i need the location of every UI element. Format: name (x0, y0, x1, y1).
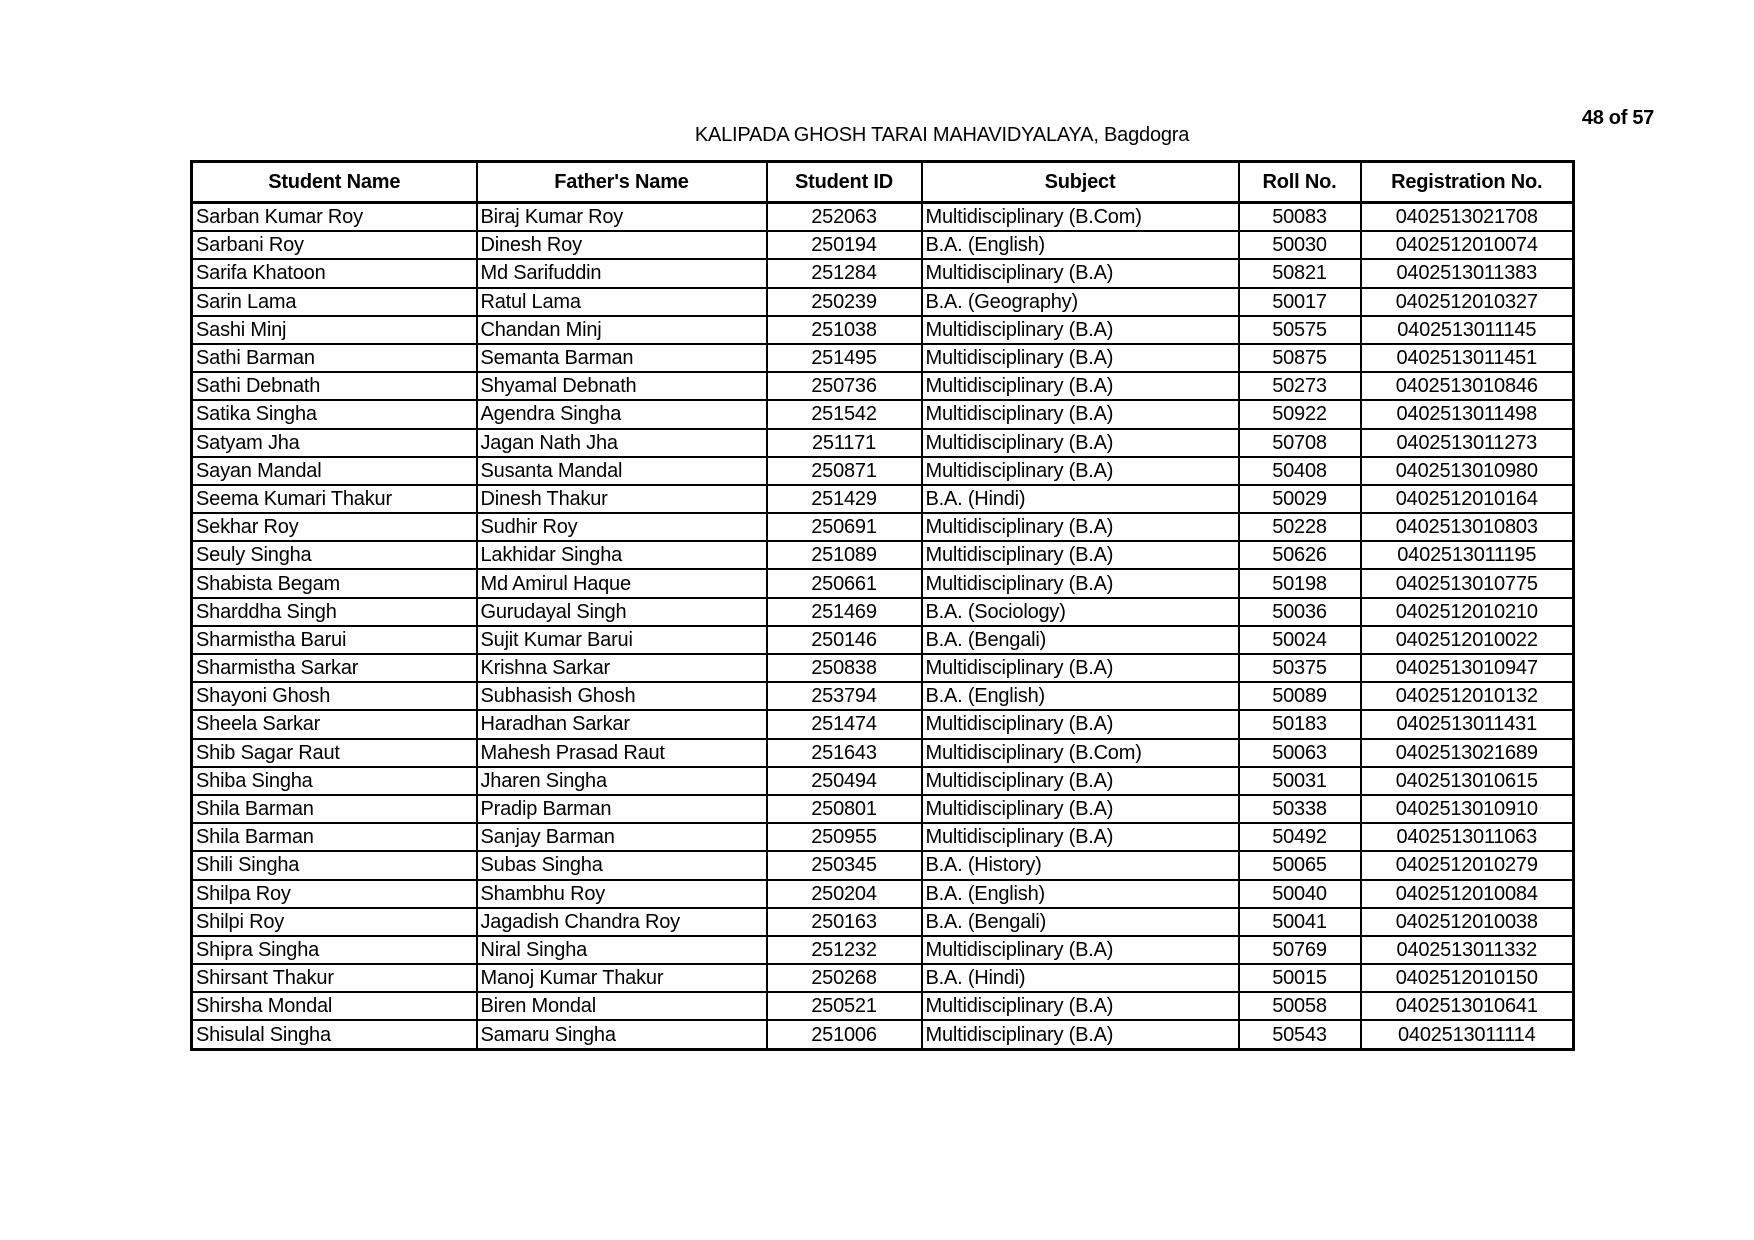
fathers-name-cell: Biren Mondal (477, 992, 767, 1020)
fathers-name-cell: Sanjay Barman (477, 823, 767, 851)
subject-cell: Multidisciplinary (B.A) (922, 795, 1239, 823)
roll-no-cell: 50198 (1239, 569, 1361, 597)
roll-no-cell: 50031 (1239, 767, 1361, 795)
fathers-name-cell: Krishna Sarkar (477, 654, 767, 682)
student-id-cell: 250146 (767, 626, 922, 654)
roll-no-cell: 50543 (1239, 1020, 1361, 1049)
roll-no-cell: 50029 (1239, 485, 1361, 513)
table-row (192, 682, 1574, 710)
table-row (192, 259, 1574, 287)
fathers-name-cell: Mahesh Prasad Raut (477, 739, 767, 767)
document-title: KALIPADA GHOSH TARAI MAHAVIDYALAYA, Bagdogra (694, 124, 1190, 146)
student-name-cell: Shirsha Mondal (192, 992, 477, 1020)
student-name-cell: Sashi Minj (192, 316, 477, 344)
fathers-name-cell: Agendra Singha (477, 400, 767, 428)
fathers-name-cell: Jharen Singha (477, 767, 767, 795)
subject-cell: Multidisciplinary (B.A) (922, 344, 1239, 372)
registration-no-cell: 0402513021708 (1361, 203, 1574, 232)
subject-cell: Multidisciplinary (B.A) (922, 654, 1239, 682)
student-name-cell: Shilpa Roy (192, 880, 477, 908)
roll-no-cell: 50708 (1239, 429, 1361, 457)
student-id-cell: 250163 (767, 908, 922, 936)
subject-cell: B.A. (Bengali) (922, 626, 1239, 654)
roll-no-cell: 50183 (1239, 710, 1361, 738)
fathers-name-cell: Chandan Minj (477, 316, 767, 344)
subject-cell: B.A. (History) (922, 851, 1239, 879)
student-id-cell: 250801 (767, 795, 922, 823)
student-name-cell: Shisulal Singha (192, 1020, 477, 1049)
student-name-cell: Sharmistha Sarkar (192, 654, 477, 682)
table-row (192, 400, 1574, 428)
subject-cell: B.A. (English) (922, 231, 1239, 259)
registration-no-cell: 0402513021689 (1361, 739, 1574, 767)
fathers-name-cell: Md Amirul Haque (477, 569, 767, 597)
roll-no-cell: 50015 (1239, 964, 1361, 992)
student-id-cell: 250204 (767, 880, 922, 908)
fathers-name-cell: Biraj Kumar Roy (477, 203, 767, 232)
registration-no-cell: 0402512010132 (1361, 682, 1574, 710)
student-id-cell: 250521 (767, 992, 922, 1020)
fathers-name-cell: Haradhan Sarkar (477, 710, 767, 738)
subject-cell: B.A. (Hindi) (922, 485, 1239, 513)
fathers-name-cell: Subas Singha (477, 851, 767, 879)
table-row (192, 908, 1574, 936)
registration-no-cell: 0402513010910 (1361, 795, 1574, 823)
subject-cell: B.A. (English) (922, 682, 1239, 710)
student-name-cell: Shiba Singha (192, 767, 477, 795)
student-id-cell: 250494 (767, 767, 922, 795)
registration-no-cell: 0402513010980 (1361, 457, 1574, 485)
fathers-name-cell: Md Sarifuddin (477, 259, 767, 287)
fathers-name-cell: Samaru Singha (477, 1020, 767, 1049)
header-roll-no: Roll No. (1239, 162, 1361, 203)
header-fathers-name: Father's Name (477, 162, 767, 203)
fathers-name-cell: Manoj Kumar Thakur (477, 964, 767, 992)
student-id-cell: 251006 (767, 1020, 922, 1049)
student-name-cell: Seema Kumari Thakur (192, 485, 477, 513)
fathers-name-cell: Gurudayal Singh (477, 598, 767, 626)
student-table (190, 160, 1575, 1051)
fathers-name-cell: Shyamal Debnath (477, 372, 767, 400)
roll-no-cell: 50575 (1239, 316, 1361, 344)
roll-no-cell: 50089 (1239, 682, 1361, 710)
table-row (192, 992, 1574, 1020)
roll-no-cell: 50041 (1239, 908, 1361, 936)
table-row (192, 739, 1574, 767)
student-id-cell: 251643 (767, 739, 922, 767)
student-id-cell: 251171 (767, 429, 922, 457)
subject-cell: Multidisciplinary (B.A) (922, 259, 1239, 287)
subject-cell: Multidisciplinary (B.A) (922, 1020, 1239, 1049)
registration-no-cell: 0402512010022 (1361, 626, 1574, 654)
header-student-name: Student Name (192, 162, 477, 203)
student-id-cell: 250871 (767, 457, 922, 485)
registration-no-cell: 0402513011063 (1361, 823, 1574, 851)
table-row (192, 598, 1574, 626)
student-id-cell: 251474 (767, 710, 922, 738)
registration-no-cell: 0402513011114 (1361, 1020, 1574, 1049)
table-row (192, 429, 1574, 457)
roll-no-cell: 50228 (1239, 513, 1361, 541)
roll-no-cell: 50492 (1239, 823, 1361, 851)
student-name-cell: Shilpi Roy (192, 908, 477, 936)
registration-no-cell: 0402513011498 (1361, 400, 1574, 428)
roll-no-cell: 50058 (1239, 992, 1361, 1020)
student-id-cell: 251495 (767, 344, 922, 372)
student-name-cell: Satika Singha (192, 400, 477, 428)
fathers-name-cell: Dinesh Roy (477, 231, 767, 259)
student-id-cell: 251469 (767, 598, 922, 626)
registration-no-cell: 0402513010775 (1361, 569, 1574, 597)
roll-no-cell: 50821 (1239, 259, 1361, 287)
table-row (192, 767, 1574, 795)
registration-no-cell: 0402512010279 (1361, 851, 1574, 879)
roll-no-cell: 50626 (1239, 541, 1361, 569)
fathers-name-cell: Dinesh Thakur (477, 485, 767, 513)
subject-cell: Multidisciplinary (B.A) (922, 710, 1239, 738)
student-name-cell: Shirsant Thakur (192, 964, 477, 992)
fathers-name-cell: Lakhidar Singha (477, 541, 767, 569)
roll-no-cell: 50338 (1239, 795, 1361, 823)
registration-no-cell: 0402512010084 (1361, 880, 1574, 908)
student-name-cell: Sheela Sarkar (192, 710, 477, 738)
roll-no-cell: 50273 (1239, 372, 1361, 400)
fathers-name-cell: Pradip Barman (477, 795, 767, 823)
registration-no-cell: 0402513010615 (1361, 767, 1574, 795)
student-name-cell: Shayoni Ghosh (192, 682, 477, 710)
student-id-cell: 250345 (767, 851, 922, 879)
table-row (192, 203, 1574, 232)
registration-no-cell: 0402513010803 (1361, 513, 1574, 541)
student-name-cell: Sarban Kumar Roy (192, 203, 477, 232)
header-subject: Subject (922, 162, 1239, 203)
subject-cell: Multidisciplinary (B.A) (922, 569, 1239, 597)
student-id-cell: 253794 (767, 682, 922, 710)
student-name-cell: Shipra Singha (192, 936, 477, 964)
roll-no-cell: 50875 (1239, 344, 1361, 372)
fathers-name-cell: Jagadish Chandra Roy (477, 908, 767, 936)
table-row (192, 372, 1574, 400)
student-name-cell: Shila Barman (192, 823, 477, 851)
student-name-cell: Shib Sagar Raut (192, 739, 477, 767)
fathers-name-cell: Jagan Nath Jha (477, 429, 767, 457)
student-id-cell: 250736 (767, 372, 922, 400)
registration-no-cell: 0402512010150 (1361, 964, 1574, 992)
fathers-name-cell: Sudhir Roy (477, 513, 767, 541)
table-row (192, 231, 1574, 259)
table-row (192, 513, 1574, 541)
registration-no-cell: 0402512010210 (1361, 598, 1574, 626)
roll-no-cell: 50922 (1239, 400, 1361, 428)
subject-cell: Multidisciplinary (B.Com) (922, 203, 1239, 232)
registration-no-cell: 0402513011383 (1361, 259, 1574, 287)
subject-cell: B.A. (Hindi) (922, 964, 1239, 992)
fathers-name-cell: Shambhu Roy (477, 880, 767, 908)
table-row (192, 485, 1574, 513)
student-name-cell: Seuly Singha (192, 541, 477, 569)
fathers-name-cell: Sujit Kumar Barui (477, 626, 767, 654)
registration-no-cell: 0402512010164 (1361, 485, 1574, 513)
table-row (192, 626, 1574, 654)
registration-no-cell: 0402512010074 (1361, 231, 1574, 259)
student-id-cell: 250691 (767, 513, 922, 541)
student-id-cell: 251232 (767, 936, 922, 964)
student-id-cell: 251284 (767, 259, 922, 287)
roll-no-cell: 50769 (1239, 936, 1361, 964)
student-name-cell: Sathi Barman (192, 344, 477, 372)
table-row (192, 1020, 1574, 1049)
fathers-name-cell: Niral Singha (477, 936, 767, 964)
subject-cell: Multidisciplinary (B.A) (922, 767, 1239, 795)
subject-cell: Multidisciplinary (B.A) (922, 823, 1239, 851)
student-name-cell: Shili Singha (192, 851, 477, 879)
student-id-cell: 252063 (767, 203, 922, 232)
registration-no-cell: 0402513011145 (1361, 316, 1574, 344)
registration-no-cell: 0402512010038 (1361, 908, 1574, 936)
registration-no-cell: 0402513011195 (1361, 541, 1574, 569)
subject-cell: Multidisciplinary (B.A) (922, 513, 1239, 541)
subject-cell: Multidisciplinary (B.A) (922, 372, 1239, 400)
subject-cell: Multidisciplinary (B.A) (922, 429, 1239, 457)
student-name-cell: Shabista Begam (192, 569, 477, 597)
student-id-cell: 250838 (767, 654, 922, 682)
student-name-cell: Sekhar Roy (192, 513, 477, 541)
roll-no-cell: 50024 (1239, 626, 1361, 654)
registration-no-cell: 0402513010947 (1361, 654, 1574, 682)
subject-cell: Multidisciplinary (B.Com) (922, 739, 1239, 767)
table-row (192, 851, 1574, 879)
student-id-cell: 250268 (767, 964, 922, 992)
page-number: 48 of 57 (1581, 107, 1654, 129)
table-body (192, 203, 1574, 1050)
table-row (192, 316, 1574, 344)
subject-cell: Multidisciplinary (B.A) (922, 316, 1239, 344)
student-name-cell: Sarbani Roy (192, 231, 477, 259)
table-row (192, 344, 1574, 372)
student-name-cell: Sayan Mandal (192, 457, 477, 485)
student-name-cell: Satyam Jha (192, 429, 477, 457)
table-row (192, 964, 1574, 992)
student-id-cell: 250661 (767, 569, 922, 597)
registration-no-cell: 0402513011332 (1361, 936, 1574, 964)
student-name-cell: Sarin Lama (192, 288, 477, 316)
fathers-name-cell: Ratul Lama (477, 288, 767, 316)
student-id-cell: 251038 (767, 316, 922, 344)
subject-cell: B.A. (English) (922, 880, 1239, 908)
fathers-name-cell: Semanta Barman (477, 344, 767, 372)
roll-no-cell: 50063 (1239, 739, 1361, 767)
student-name-cell: Shila Barman (192, 795, 477, 823)
table-row (192, 654, 1574, 682)
table-row (192, 795, 1574, 823)
student-id-cell: 251429 (767, 485, 922, 513)
roll-no-cell: 50036 (1239, 598, 1361, 626)
student-name-cell: Sarifa Khatoon (192, 259, 477, 287)
subject-cell: Multidisciplinary (B.A) (922, 400, 1239, 428)
roll-no-cell: 50083 (1239, 203, 1361, 232)
student-id-cell: 251542 (767, 400, 922, 428)
registration-no-cell: 0402513011431 (1361, 710, 1574, 738)
header-registration-no: Registration No. (1361, 162, 1574, 203)
table-row (192, 880, 1574, 908)
subject-cell: B.A. (Sociology) (922, 598, 1239, 626)
student-name-cell: Sathi Debnath (192, 372, 477, 400)
subject-cell: Multidisciplinary (B.A) (922, 457, 1239, 485)
roll-no-cell: 50030 (1239, 231, 1361, 259)
subject-cell: Multidisciplinary (B.A) (922, 936, 1239, 964)
table-header-row (192, 162, 1574, 203)
table-row (192, 936, 1574, 964)
roll-no-cell: 50017 (1239, 288, 1361, 316)
registration-no-cell: 0402512010327 (1361, 288, 1574, 316)
roll-no-cell: 50065 (1239, 851, 1361, 879)
student-name-cell: Sharmistha Barui (192, 626, 477, 654)
registration-no-cell: 0402513010846 (1361, 372, 1574, 400)
student-name-cell: Sharddha Singh (192, 598, 477, 626)
subject-cell: Multidisciplinary (B.A) (922, 992, 1239, 1020)
roll-no-cell: 50408 (1239, 457, 1361, 485)
student-id-cell: 251089 (767, 541, 922, 569)
student-id-cell: 250239 (767, 288, 922, 316)
table-row (192, 823, 1574, 851)
student-id-cell: 250194 (767, 231, 922, 259)
registration-no-cell: 0402513011273 (1361, 429, 1574, 457)
registration-no-cell: 0402513011451 (1361, 344, 1574, 372)
table-row (192, 288, 1574, 316)
fathers-name-cell: Subhasish Ghosh (477, 682, 767, 710)
roll-no-cell: 50040 (1239, 880, 1361, 908)
subject-cell: B.A. (Bengali) (922, 908, 1239, 936)
student-id-cell: 250955 (767, 823, 922, 851)
table-row (192, 569, 1574, 597)
table-row (192, 541, 1574, 569)
header-student-id: Student ID (767, 162, 922, 203)
fathers-name-cell: Susanta Mandal (477, 457, 767, 485)
roll-no-cell: 50375 (1239, 654, 1361, 682)
subject-cell: Multidisciplinary (B.A) (922, 541, 1239, 569)
registration-no-cell: 0402513010641 (1361, 992, 1574, 1020)
table-row (192, 457, 1574, 485)
table-row (192, 710, 1574, 738)
subject-cell: B.A. (Geography) (922, 288, 1239, 316)
